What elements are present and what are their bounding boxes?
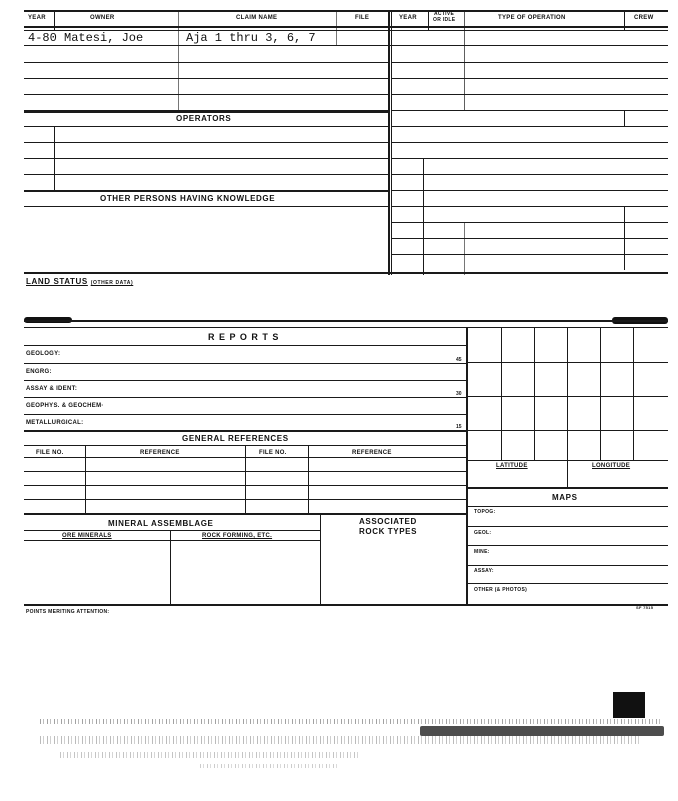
grid-row [466,430,668,431]
header-year: YEAR [28,15,46,21]
maps-row-rule [466,565,668,566]
report-geology-num: 45 [456,357,462,363]
reports-bottom-rule [24,430,466,432]
right-row-rule [391,126,668,127]
operators-row-rule [24,158,389,159]
land-status-label [26,278,133,286]
map-assay: ASSAY: [474,568,494,574]
maps-row-rule [466,545,668,546]
right-row-rule [391,110,668,111]
scan-noise [40,736,640,744]
report-assay-num: 30 [456,391,462,397]
mineral-header-rule [24,530,320,531]
other-persons-top-rule [24,190,389,192]
operators-row-rule [24,174,389,175]
ref-col-divider [245,445,246,513]
grid-row [466,460,668,461]
ref-file-no-2: FILE NO. [259,450,287,456]
middle-top-rule-2 [24,327,668,328]
right-row-rule [391,238,668,239]
grid-row [466,396,668,397]
maps-row-rule [466,583,668,584]
map-other: OTHER (& PHOTOS) [474,587,528,593]
coords-bottom-rule [466,487,668,489]
right-row-rule [391,78,668,79]
ref-col-divider [85,445,86,513]
maps-row-rule [466,526,668,527]
col-divider [624,206,625,270]
report-row-rule [24,363,466,364]
col-divider [178,10,179,110]
right-row-rule [391,254,668,255]
associated-label: ASSOCIATED [359,517,417,526]
col-divider [624,10,625,30]
reports-header-rule [24,345,466,346]
header-year-2: YEAR [399,15,417,21]
rock-types-label: ROCK TYPES [359,527,418,536]
ref-col-divider [308,445,309,513]
form-number: SF 7515 [636,605,654,610]
report-row-rule [24,397,466,398]
header-file: FILE [355,15,370,21]
grid-row [466,362,668,363]
latitude-label: LATITUDE [496,463,528,469]
col-divider [428,10,429,30]
scan-noise [200,764,340,768]
reports-title: R E P O R T S [208,332,280,342]
scan-noise [60,752,360,758]
operators-col-divider [54,126,55,190]
col-divider [336,10,337,46]
maps-title: MAPS [552,493,578,502]
col-divider [54,10,55,30]
report-row-rule [24,414,466,415]
right-row-rule [391,206,668,207]
rock-forming-label: ROCK FORMING, ETC. [202,533,273,539]
ore-minerals-label: ORE MINERALS [62,533,112,539]
operators-label: OPERATORS [176,114,232,123]
right-row-rule [391,158,668,159]
left-row-rule [24,78,389,79]
header-or-idle: OR IDLE [433,17,456,23]
left-row-rule [24,62,389,63]
col-divider [464,222,465,275]
grid-col [600,327,601,460]
header-claim-name: CLAIM NAME [236,15,278,21]
points-meriting-label: POINTS MERITING ATTENTION: [26,609,110,615]
scan-black-square [613,692,645,718]
header-active: ACTIVE [434,11,455,17]
row1-underline [24,45,668,46]
middle-top-rule [24,320,668,322]
right-row-rule [391,142,668,143]
right-row-rule [391,94,668,95]
grid-col [534,327,535,460]
row-claim-name: Aja 1 thru 3, 6, 7 [186,31,316,45]
right-row-rule [391,174,668,175]
other-persons-label: OTHER PERSONS HAVING KNOWLEDGE [100,194,276,203]
grid-col [501,327,502,460]
right-panel-divider [466,327,468,604]
header-bottom-rule [24,26,668,28]
ref-bottom-rule [24,513,466,515]
grid-col [567,327,568,487]
operators-header-rule [24,126,389,127]
right-row-rule [391,190,668,191]
map-geol: GEOL: [474,530,492,536]
longitude-label: LONGITUDE [592,463,631,469]
mineral-subheader-rule [24,540,320,541]
operators-top-rule [24,111,389,113]
header-crew: CREW [634,15,654,21]
maps-header-rule [466,506,668,507]
middle-bottom-rule [24,604,668,606]
row-year: 4-80 [28,31,57,45]
mineral-assemblage-title: MINERAL ASSEMBLAGE [108,519,214,528]
grid-col [633,327,634,460]
mineral-col-divider [320,513,321,604]
report-geology: GEOLOGY: [26,351,61,357]
scan-streak [420,726,664,736]
col-divider [464,10,465,110]
row-owner: Matesi, Joe [64,31,144,45]
report-metallurgical: METALLURGICAL: [26,420,84,426]
operators-row-rule [24,142,389,143]
col-divider [624,110,625,126]
ref-file-no-1: FILE NO. [36,450,64,456]
report-metallurgical-num: 15 [456,424,462,430]
top-border [24,10,668,12]
right-row-rule [391,62,668,63]
mineral-col-divider [170,530,171,604]
left-row-rule [24,94,389,95]
header-owner: OWNER [90,15,115,21]
land-status-note: (OTHER DATA) [90,280,134,286]
report-row-rule [24,380,466,381]
report-engrg: ENGRG: [26,369,52,375]
map-mine: MINE: [474,549,490,555]
map-topog: TOPOG: [474,509,496,515]
general-references-title: GENERAL REFERENCES [182,434,289,443]
ref-reference-1: REFERENCE [140,450,180,456]
other-persons-header-rule [24,206,389,207]
ref-reference-2: REFERENCE [352,450,392,456]
col-divider [423,158,424,275]
report-assay: ASSAY & IDENT: [26,386,78,392]
report-geophys: GEOPHYS. & GEOCHEM· [26,403,104,409]
right-row-rule [391,222,668,223]
header-type-of-operation: TYPE OF OPERATION [498,15,566,21]
scan-noise [40,719,660,724]
top-section-bottom-rule [24,272,668,274]
land-status-title: LAND STATUS [26,277,88,286]
